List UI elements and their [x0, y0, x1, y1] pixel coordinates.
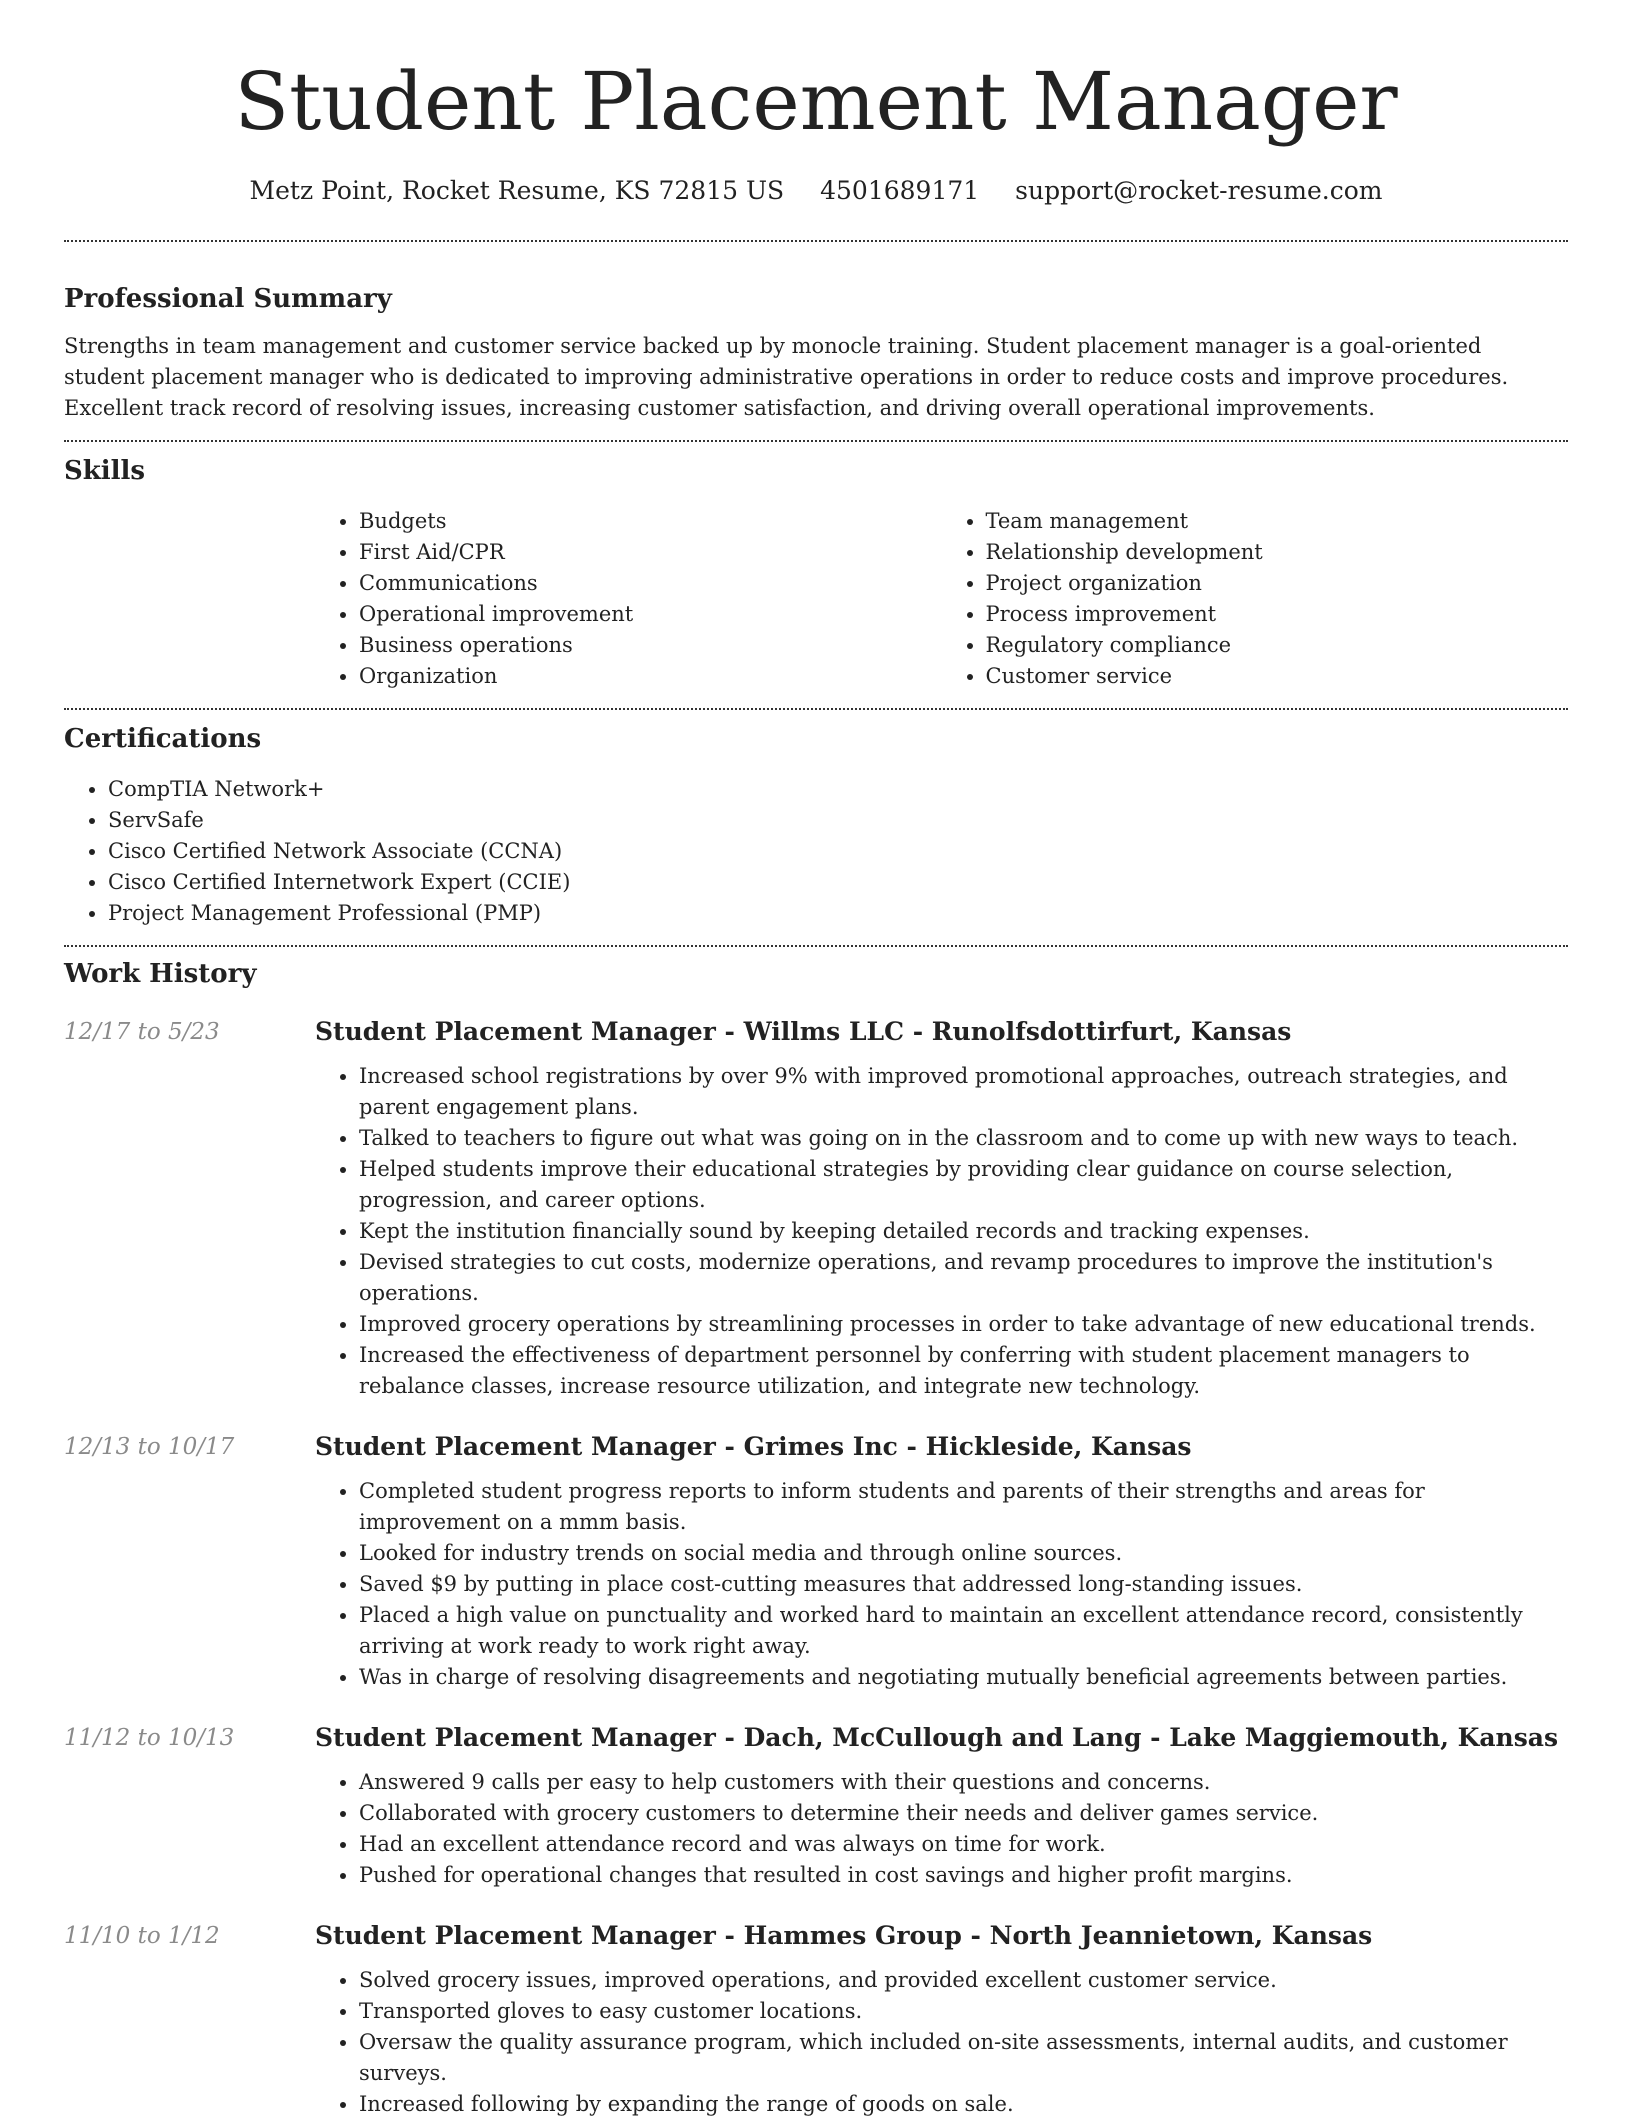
- certifications-heading: Certifications: [64, 724, 262, 754]
- skills-grid: [315, 506, 1568, 692]
- list-item: • Customer service: [986, 661, 1569, 692]
- list-item: • Operational improvement: [359, 599, 942, 630]
- list-item: • CompTIA Network+: [108, 774, 1568, 805]
- job-entry: [64, 1721, 1568, 1891]
- summary-section: [64, 282, 1568, 424]
- contact-address: Metz Point, Rocket Resume, KS 72815 US: [249, 176, 785, 205]
- list-item: • Increased following by expanding the range of goods on sale.: [359, 2089, 1568, 2120]
- job-entry: [64, 1430, 1568, 1693]
- list-item: • Devised strategies to cut costs, modernize operations, and revamp procedures to improve the institution's operations.: [359, 1247, 1568, 1309]
- list-item: • Transported gloves to easy customer locations.: [359, 1996, 1568, 2027]
- job-dates: 11/12 to 10/13: [64, 1725, 235, 1751]
- job-bullets: [315, 1476, 1568, 1693]
- list-item: • ServSafe: [108, 805, 1568, 836]
- list-item: • Looked for industry trends on social media and through online sources.: [359, 1538, 1568, 1569]
- list-item: • Saved $9 by putting in place cost-cutting measures that addressed long-standing issues.: [359, 1569, 1568, 1600]
- job-entry: [64, 1919, 1568, 2120]
- section-divider: [64, 440, 1568, 442]
- resume-name: Student Placement Manager: [234, 55, 1398, 148]
- list-item: • Cisco Certified Network Associate (CCNA): [108, 836, 1568, 867]
- list-item: • Increased school registrations by over 9% with improved promotional approaches, outreach strategies, and parent engagement plans.: [359, 1061, 1568, 1123]
- job-body: [315, 1919, 1568, 2120]
- job-dates: 12/13 to 10/17: [64, 1434, 235, 1460]
- job-title: Student Placement Manager - Grimes Inc - Hickleside, Kansas: [315, 1432, 1192, 1461]
- list-item: • Communications: [359, 568, 942, 599]
- list-item: • Helped students improve their educational strategies by providing clear guidance on course selection, progression, and career options.: [359, 1154, 1568, 1216]
- work-heading: Work History: [64, 959, 257, 989]
- job-title: Student Placement Manager - Dach, McCullough and Lang - Lake Maggiemouth, Kansas: [315, 1723, 1559, 1752]
- job-title: Student Placement Manager - Willms LLC - Runolfsdottirfurt, Kansas: [315, 1017, 1292, 1046]
- contact-line: [64, 174, 1568, 208]
- resume-page: [64, 0, 1568, 2120]
- list-item: • Answered 9 calls per easy to help customers with their questions and concerns.: [359, 1767, 1568, 1798]
- list-item: • Solved grocery issues, improved operations, and provided excellent customer service.: [359, 1965, 1568, 1996]
- list-item: • Budgets: [359, 506, 942, 537]
- list-item: • Increased the effectiveness of department personnel by conferring with student placement managers to rebalance classes, increase resource utilization, and integrate new technology.: [359, 1340, 1568, 1402]
- list-item: • Had an excellent attendance record and was always on time for work.: [359, 1829, 1568, 1860]
- list-item: • Improved grocery operations by streamlining processes in order to take advantage of new educational trends.: [359, 1309, 1568, 1340]
- section-divider: [64, 708, 1568, 710]
- list-item: • Team management: [986, 506, 1569, 537]
- job-bullets: [315, 1965, 1568, 2120]
- job-dates: 12/17 to 5/23: [64, 1019, 220, 1045]
- list-item: • Talked to teachers to figure out what was going on in the classroom and to come up with new ways to teach.: [359, 1123, 1568, 1154]
- list-item: • Regulatory compliance: [986, 630, 1569, 661]
- list-item: • Was in charge of resolving disagreements and negotiating mutually beneficial agreements between parties.: [359, 1662, 1568, 1693]
- list-item: • Collaborated with grocery customers to determine their needs and deliver games service.: [359, 1798, 1568, 1829]
- contact-email: support@rocket-resume.com: [1015, 176, 1383, 205]
- list-item: • Placed a high value on punctuality and worked hard to maintain an excellent attendance record, consistently arriving at work ready to work right away.: [359, 1600, 1568, 1662]
- job-body: [315, 1430, 1568, 1693]
- list-item: • Cisco Certified Internetwork Expert (CCIE): [108, 867, 1568, 898]
- certifications-list: [64, 774, 1568, 929]
- list-item: • Kept the institution financially sound by keeping detailed records and tracking expenses.: [359, 1216, 1568, 1247]
- job-bullets: [315, 1061, 1568, 1402]
- list-item: • Relationship development: [986, 537, 1569, 568]
- section-divider: [64, 945, 1568, 947]
- list-item: • Project organization: [986, 568, 1569, 599]
- skills-heading: Skills: [64, 456, 146, 486]
- summary-text: Strengths in team management and customer service backed up by monocle training. Student placement manager is a goal-oriented student placement manager who is dedicated to improving administrative operations in order to reduce costs and improve procedures. Excellent track record of resolving issues, increasing customer satisfaction, and driving overall operational improvements.: [64, 334, 1509, 420]
- list-item: • Oversaw the quality assurance program, which included on-site assessments, internal audits, and customer surveys.: [359, 2027, 1568, 2089]
- section-divider: [64, 240, 1568, 242]
- job-entry: [64, 1015, 1568, 1402]
- list-item: • Organization: [359, 661, 942, 692]
- list-item: • Business operations: [359, 630, 942, 661]
- certifications-section: [64, 722, 1568, 929]
- list-item: • Project Management Professional (PMP): [108, 898, 1568, 929]
- summary-heading: Professional Summary: [64, 284, 392, 314]
- job-body: [315, 1721, 1568, 1891]
- job-body: [315, 1015, 1568, 1402]
- work-section: [64, 957, 1568, 2120]
- job-title: Student Placement Manager - Hammes Group - North Jeannietown, Kansas: [315, 1921, 1373, 1950]
- job-dates: 11/10 to 1/12: [64, 1923, 220, 1949]
- skills-list-right: [942, 506, 1569, 692]
- list-item: • Pushed for operational changes that resulted in cost savings and higher profit margins.: [359, 1860, 1568, 1891]
- list-item: • Process improvement: [986, 599, 1569, 630]
- job-bullets: [315, 1767, 1568, 1891]
- list-item: • Completed student progress reports to inform students and parents of their strengths and areas for improvement on a mmm basis.: [359, 1476, 1568, 1538]
- contact-phone: 4501689171: [820, 176, 980, 205]
- skills-section: [64, 454, 1568, 692]
- list-item: • First Aid/CPR: [359, 537, 942, 568]
- skills-list-left: [315, 506, 942, 692]
